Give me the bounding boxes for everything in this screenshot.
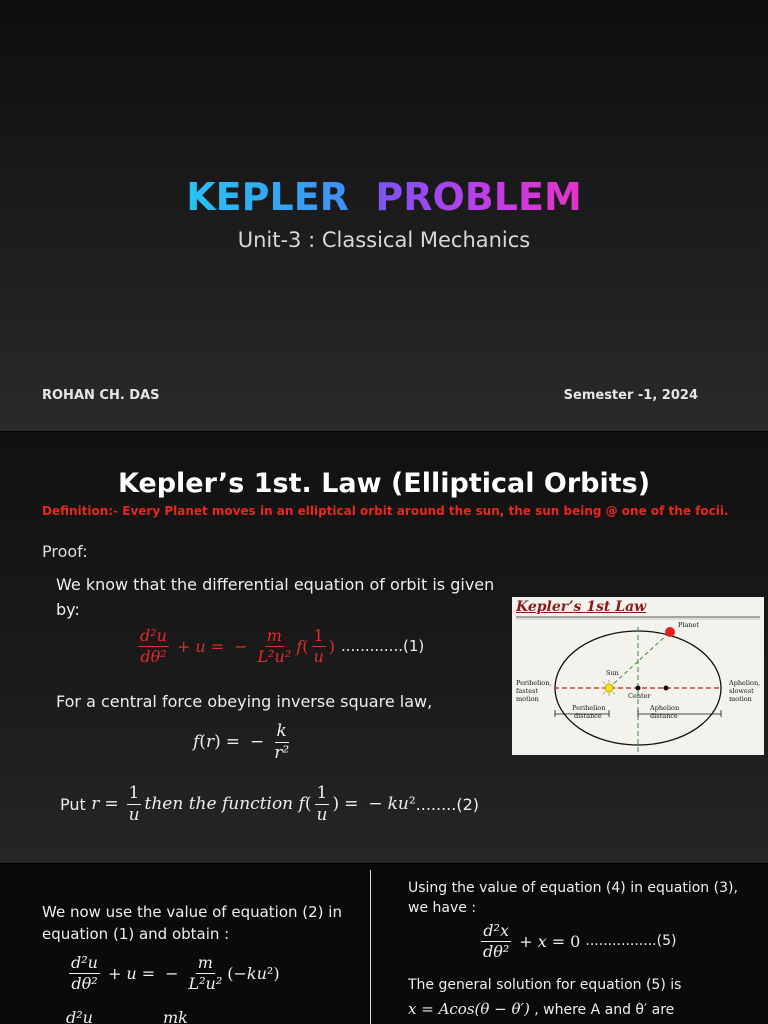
equation-5: $\frac{\text{d²x}}{\text{dθ²}}$ + x = 0 ................(5) <box>483 921 677 961</box>
svg-text:fastest: fastest <box>516 687 539 695</box>
equation-5-label: ................(5) <box>585 933 677 950</box>
svg-text:slowest: slowest <box>729 687 754 695</box>
next-equation-partial: d²u mk <box>66 1008 188 1024</box>
svg-text:Aphelion: Aphelion <box>650 704 680 712</box>
solution-suffix: , where A and θ′ are <box>534 1002 675 1018</box>
left-column-intro: We now use the value of equation (2) in equation (1) and obtain : <box>42 903 342 943</box>
inverse-square-force-equation: f ( r ) = − $\frac{k}{\text{r²}}$ <box>193 721 290 763</box>
derivation-slide <box>0 864 768 1024</box>
subtitle: Unit-3 : Classical Mechanics <box>237 228 531 252</box>
svg-text:Perihelion: Perihelion <box>572 704 606 712</box>
sun-icon <box>601 680 617 696</box>
svg-text:Perihelion,: Perihelion, <box>516 679 552 687</box>
substituted-orbit-equation: $\frac{\text{d²u}}{\text{dθ²}}$ + u = − $\frac{m}{\text{L²u²}}$ (− ku ²) <box>71 953 280 993</box>
orbit-differential-equation: $\frac{\text{d²u}}{\text{dθ²}}$ + u = − $\frac{m}{\text{L²u²}}$ f ( $\frac{1}{u}$ ) .............(1) <box>140 626 425 666</box>
proof-label: Proof: <box>42 542 88 561</box>
proof-intro: We know that the differential equation of orbit is given by: <box>56 575 495 619</box>
equation-1-label: .............(1) <box>341 637 425 656</box>
svg-text:Aphelion,: Aphelion, <box>729 679 761 687</box>
put-word: Put <box>60 794 86 814</box>
radius-line <box>609 632 670 688</box>
svg-text:Sun: Sun <box>606 669 619 677</box>
svg-text:distance: distance <box>574 712 602 720</box>
title-word-problem: PROBLEM <box>375 175 582 219</box>
svg-text:Planet: Planet <box>678 621 699 629</box>
main-title <box>0 175 768 219</box>
definition-text: Definition:- Every Planet moves in an elliptical orbit around the sun, the sun being @ one of the focii. <box>42 504 729 518</box>
keplers-law-figure <box>512 597 764 755</box>
orbit-diagram <box>512 597 764 755</box>
column-divider <box>370 870 371 1024</box>
svg-text:motion: motion <box>729 695 752 703</box>
keplers-first-law-slide <box>0 432 768 864</box>
slide-title: Kepler’s 1st. Law (Elliptical Orbits) <box>117 468 651 499</box>
author-name: ROHAN CH. DAS <box>42 388 160 403</box>
equation-2-label: ........(2) <box>415 794 480 814</box>
svg-text:motion: motion <box>516 695 539 703</box>
central-force-text: For a central force obeying inverse square law, <box>56 692 433 711</box>
figure-title: Kepler’s 1st Law <box>516 599 647 615</box>
semester-label: Semester -1, 2024 <box>563 388 698 403</box>
svg-text:distance: distance <box>650 712 678 720</box>
title-slide <box>0 0 768 432</box>
title-word-kepler: KEPLER <box>186 175 349 219</box>
then-function-text: then the function <box>144 794 294 815</box>
planet-dot <box>665 627 675 637</box>
substitution-equation: Put r = $\frac{1}{u}$ then the function f ( $\frac{1}{u}$ ) = − ku ² ........(2) <box>60 783 480 825</box>
svg-text:Center: Center <box>628 692 651 700</box>
general-solution-equation: x = Acos(θ − θ′) , where A and θ′ are <box>408 1000 675 1018</box>
right-column-intro: Using the value of equation (4) in equation (3), we have : <box>408 880 738 916</box>
general-solution-text: The general solution for equation (5) is <box>408 977 682 993</box>
